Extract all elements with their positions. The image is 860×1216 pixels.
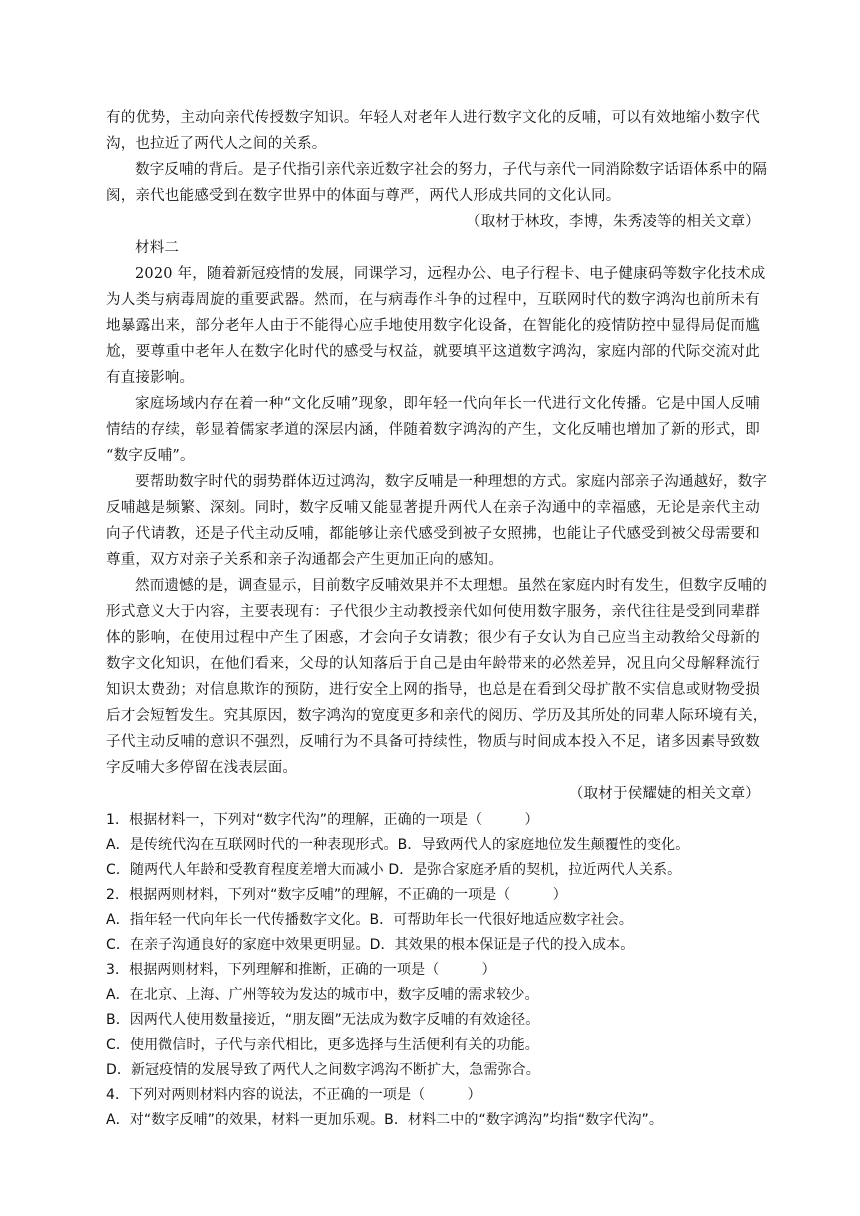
material2-line: 数字文化知识，在他们看来，父母的认知落后于自己是由年龄带来的必然差异，况且向父母解释流行 — [106, 656, 760, 672]
material2-line: 尊重，双方对亲子关系和亲子沟通都会产生更加正向的感知。 — [106, 552, 503, 568]
material2-line: 地暴露出来，部分老年人由于不能得心应手地使用数字化设备，在智能化的疫情防控中显得局促而尴 — [106, 318, 760, 334]
material2-line: 体的影响，在使用过程中产生了困惑，才会向子女请教；很少有子女认为自己应当主动教给父母新的 — [106, 630, 760, 646]
material1-line-1: 有的优势，主动向亲代传授数字知识。年轻人对老年人进行数字文化的反哺，可以有效地缩小数字代 — [106, 110, 760, 126]
material1-line-4: 阂，亲代也能感受到在数字世界中的体面与尊严，两代人形成共同的文化认同。 — [106, 188, 621, 204]
question-4-options-ab: A．对“数字反哺”的效果，材料一更加乐观。B．材料二中的“数字鸿沟”均指“数字代沟”。 — [106, 1112, 663, 1128]
material2-line: 字反哺大多停留在浅表层面。 — [106, 760, 298, 776]
material2-line: 反哺越是频繁、深刻。同时，数字反哺又能显著提升两代人在亲子沟通中的幸福感，无论是亲代主动 — [106, 500, 760, 516]
question-3-option-a: A．在北京、上海、广州等较为发达的城市中，数字反哺的需求较少。 — [106, 987, 539, 1003]
material1-source: （取材于林玫，李博，朱秀凌等的相关文章） — [466, 214, 760, 230]
material2-heading: 材料二 — [135, 240, 180, 256]
material2-line: 有直接影响。 — [106, 370, 195, 386]
question-1-options-ab: A．是传统代沟在互联网时代的一种表现形式。B．导致两代人的家庭地位发生颠覆性的变化。 — [106, 837, 690, 853]
material2-line: 子代主动反哺的意识不强烈，反哺行为不具备可持续性，物质与时间成本投入不足，诸多因素导致数 — [106, 734, 760, 750]
material2-line: 情结的存续，彰显着儒家孝道的深层内涵，伴随着数字鸿沟的产生，文化反哺也增加了新的形式，即 — [106, 422, 760, 438]
question-3-option-b: B．因两代人使用数量接近，“朋友圈”无法成为数字反哺的有效途径。 — [106, 1012, 540, 1028]
material2-line: 向子代请教，还是子代主动反哺，都能够让亲代感受到被子女照拂，也能让子代感受到被父母需要和 — [106, 526, 760, 542]
material2-line: 2020 年，随着新冠疫情的发展，同课学习，远程办公、电子行程卡、电子健康码等数字化技术成 — [135, 266, 766, 282]
material2-line: 然而遗憾的是，调查显示，目前数字反哺效果并不太理想。虽然在家庭内时有发生，但数字反哺的 — [135, 578, 768, 594]
material1-line-2: 沟，也拉近了两代人之间的关系。 — [106, 136, 327, 152]
question-3-option-d: D．新冠疫情的发展导致了两代人之间数字鸿沟不断扩大，急需弥合。 — [106, 1062, 540, 1078]
question-3: 3．根据两则材料，下列理解和推断，正确的一项是（ ） — [106, 962, 496, 978]
question-1-options-cd: C．随两代人年龄和受教育程度差增大而减小 D．是弥合家庭矛盾的契机，拉近两代人关系。 — [106, 862, 682, 878]
material2-line: 家庭场域内存在着一种“文化反哺”现象，即年轻一代向年长一代进行文化传播。它是中国人反哺 — [135, 396, 760, 412]
question-2-options-cd: C．在亲子沟通良好的家庭中效果更明显。D．其效果的根本保证是子代的投入成本。 — [106, 937, 635, 953]
question-3-option-c: C．使用微信时，子代与亲代相比，更多选择与生活便利有关的功能。 — [106, 1037, 539, 1053]
material2-line: “数字反哺”。 — [106, 448, 195, 464]
material2-line: 形式意义大于内容，主要表现有：子代很少主动教授亲代如何使用数字服务，亲代往往是受到同辈群 — [106, 604, 760, 620]
material2-line: 要帮助数字时代的弱势群体迈过鸿沟，数字反哺是一种理想的方式。家庭内部亲子沟通越好，数字 — [135, 474, 768, 490]
material1-line-3: 数字反哺的背后。是子代指引亲代亲近数字社会的努力，子代与亲代一同消除数字话语体系中的隔 — [135, 162, 768, 178]
material2-line: 为人类与病毒周旋的重要武器。然而，在与病毒作斗争的过程中，互联网时代的数字鸿沟也前所未有 — [106, 292, 760, 308]
question-2-options-ab: A．指年轻一代向年长一代传播数字文化。B．可帮助年长一代很好地适应数字社会。 — [106, 912, 633, 928]
material2-source: （取材于侯耀婕的相关文章） — [568, 786, 760, 802]
question-2: 2．根据两则材料，下列对“数字反哺”的理解，不正确的一项是（ ） — [106, 887, 567, 903]
question-4: 4．下列对两则材料内容的说法，不正确的一项是（ ） — [106, 1087, 482, 1103]
material2-line: 尬，要尊重中老年人在数字化时代的感受与权益，就要填平这道数字鸿沟，家庭内部的代际交流对此 — [106, 344, 760, 360]
material2-line: 知识太费劲；对信息欺诈的预防，进行安全上网的指导，也总是在看到父母扩散不实信息或财物受损 — [106, 682, 760, 698]
question-1: 1．根据材料一，下列对“数字代沟”的理解，正确的一项是（ ） — [106, 812, 539, 828]
material2-line: 后才会短暂发生。究其原因，数字鸿沟的宽度更多和亲代的阅历、学历及其所处的同辈人际环境有关， — [106, 708, 768, 724]
